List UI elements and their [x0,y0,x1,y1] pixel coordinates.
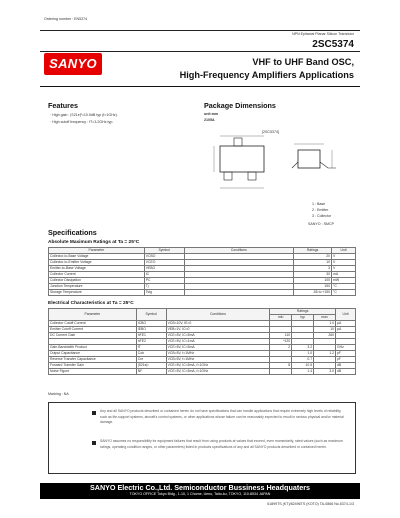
table-cell: VCB=5V, f=1MHz [166,351,270,357]
pin-label: 2 : Emitter [312,208,329,212]
table-cell: -55 to +150 [294,290,332,296]
table-cell: 150 [294,284,332,290]
table-cell: Output Capacitance [49,351,137,357]
table-cell: ICBO [136,321,166,327]
col-header: min [270,315,292,321]
table-row [49,369,356,375]
table-cell: VCB=5V, f=1MHz [166,357,270,363]
device-subtitle: NPN Epitaxial Planar Silicon Transistor [292,32,354,36]
table-cell: GHz [336,345,356,351]
table-cell: 3.2 [292,345,314,351]
features-heading: Features [48,101,78,110]
table-cell: VCBO [144,254,184,260]
table-cell: VCE=5V, IC=1mA [166,339,270,345]
footer-address: TOKYO OFFICE Tokyo Bldg., 1-10, 1 Chome, Ueno, Taito-ku, TOKYO, 110-8534 JAPAN [129,492,271,496]
table-cell: Cre [136,357,166,363]
col-header: Unit [336,309,356,321]
table-cell: 3 [294,266,332,272]
table-cell: V [332,260,356,266]
title-line-1: VHF to UHF Band OSC, [252,57,354,67]
table-cell: *120 [270,339,292,345]
col-header: Ratings [270,309,336,315]
col-header: max [314,315,336,321]
table-cell: µA [336,321,356,327]
table-cell: Collector-to-Base Voltage [49,254,145,260]
table-cell: 2 [270,345,292,351]
table-cell: Tstg [144,290,184,296]
bullet-icon [92,441,96,445]
table-cell: Collector Dissipation [49,278,145,284]
part-number: 2SC5374 [312,39,354,50]
table-cell: 100 [294,278,332,284]
table-cell: VCE=5V, IC=5mA [166,345,270,351]
table-cell: Forward Transfer Gain [49,363,137,369]
table-cell: 0.7 [292,357,314,363]
table-cell: |S21e|² [136,363,166,369]
table-cell: 260 [314,333,336,339]
col-header: Ratings [294,248,332,254]
table-cell: pF [336,351,356,357]
table-cell: µA [336,327,356,333]
table-cell: 8 [270,363,292,369]
table-cell: PC [144,278,184,284]
footer-doc-code: 51899TS (KT)/82496TS (KOTO) TA-0866 No.5374-1/3 [267,502,354,506]
header-rule-top [40,30,360,31]
table-cell: Cob [136,351,166,357]
sanyo-logo: SANYO [44,53,102,75]
table-cell: °C [332,284,356,290]
table-cell: Tj [144,284,184,290]
table-cell: Collector-to-Emitter Voltage [49,260,145,266]
table-cell: 3.0 [314,369,336,375]
table-cell: DC Current Gain [49,333,137,339]
table-cell: IEBO [136,327,166,333]
feature-item: · High cutoff frequency : fT=3.2GHz typ. [50,120,114,124]
col-header: Symbol [136,309,166,321]
table-cell: dB [336,369,356,375]
table-cell: hFE1 [136,333,166,339]
table-cell: V [332,254,356,260]
table-cell: VCE=5V, IC=5mA, f=1GHz [166,363,270,369]
table-cell [270,369,292,375]
table-cell: VEBO [144,266,184,272]
marking-note: Marking : NA [48,392,69,396]
table-cell: VCE=5V, IC=5mA, f=1GHz [166,369,270,375]
table-cell: mA [332,272,356,278]
col-header: Unit [332,248,356,254]
table-cell: Emitter Cutoff Current [49,327,137,333]
table-cell: dB [336,363,356,369]
specifications-heading: Specifications [48,228,97,237]
title-rule [40,86,360,87]
table-cell: 20 [294,254,332,260]
package-name: SANYO : SMCP [308,222,334,226]
table-cell [184,290,294,296]
table-cell: °C [332,290,356,296]
table-cell: pF [336,357,356,363]
col-header: Conditions [184,248,294,254]
table-cell: VCEO [144,260,184,266]
package-outline-drawing [204,132,360,210]
col-header: Symbol [144,248,184,254]
table-cell: Reverse Transfer Capacitance [49,357,137,363]
table-cell: 1.0 [292,351,314,357]
pin-label: 1 : Base [312,202,326,206]
electrical-table [48,308,356,375]
footer-company: SANYO Electric Co.,Ltd. Semiconductor Bussiness Headquaters [89,483,311,492]
table-cell: 1.2 [314,351,336,357]
table-cell: 1.0 [314,321,336,327]
abs-max-table [48,247,356,296]
table-cell: 110 [270,333,292,339]
table-cell: Collector Current [49,272,145,278]
table-cell: 30 [294,272,332,278]
bullet-icon [92,411,96,415]
table-cell: V [332,266,356,272]
table-cell: hFE2 [136,339,166,345]
col-header: Parameter [49,309,137,321]
table-cell: 1.4 [292,369,314,375]
footer-banner [40,483,360,499]
col-header: typ [292,315,314,321]
table-cell: 10.5 [292,363,314,369]
ordering-number: Ordering number : EN5374 [44,17,88,21]
package-unit: unit:mm [204,112,219,116]
col-header: Conditions [166,309,270,321]
title-line-2: High-Frequency Amplifiers Applications [179,70,354,80]
pin-label: 3 : Collector [312,214,332,218]
abs-max-heading: Absolute Maximum Ratings at Ta = 25°C [48,240,140,245]
table-cell: IC [144,272,184,278]
table-cell: Noise Figure [49,369,137,375]
table-cell: 10 [314,327,336,333]
table-cell: Junction Temperature [49,284,145,290]
electrical-heading: Electrical Characteristics at Ta = 25°C [48,301,134,306]
table-cell: fT [136,345,166,351]
notice-text: Any and all SANYO products described or contained herein do not have specifications that can handle applications that require extremely high levels of reliability, such as life-support systems, aircraft's control systems, or other applications whose failure can be reasonably expected to result in serious physical and/or material damage. [100,409,344,425]
package-part-label: [2SC5374] [262,130,279,134]
package-code: 2105A [204,118,215,122]
table-cell: Collector Cutoff Current [49,321,137,327]
table-cell: 10 [294,260,332,266]
header-rule-bottom [40,51,360,52]
table-cell: VEB=1V, IC=0 [166,327,270,333]
notice-text: SANYO assumes no responsibility for equipment failures that result from using products at values that exceed, even momentarily, rated values (such as maximum ratings, operating condition ranges, or other parameters) listed in products specifications of any and all SANYO products described or contained herein. [100,439,343,449]
table-row [49,290,356,296]
table-cell: Gain-Bandwidth Product [49,345,137,351]
table-cell: mW [332,278,356,284]
table-cell: VCB=10V, IE=0 [166,321,270,327]
col-header: Parameter [49,248,145,254]
table-cell: VCE=5V, IC=5mA [166,333,270,339]
table-cell: Storage Temperature [49,290,145,296]
table-cell: NF [136,369,166,375]
package-heading: Package Dimensions [204,101,276,110]
feature-item: · High gain : |S21e|²=10.5dB typ (f=1GHz). [50,113,118,117]
table-cell: Emitter-to-Base Voltage [49,266,145,272]
